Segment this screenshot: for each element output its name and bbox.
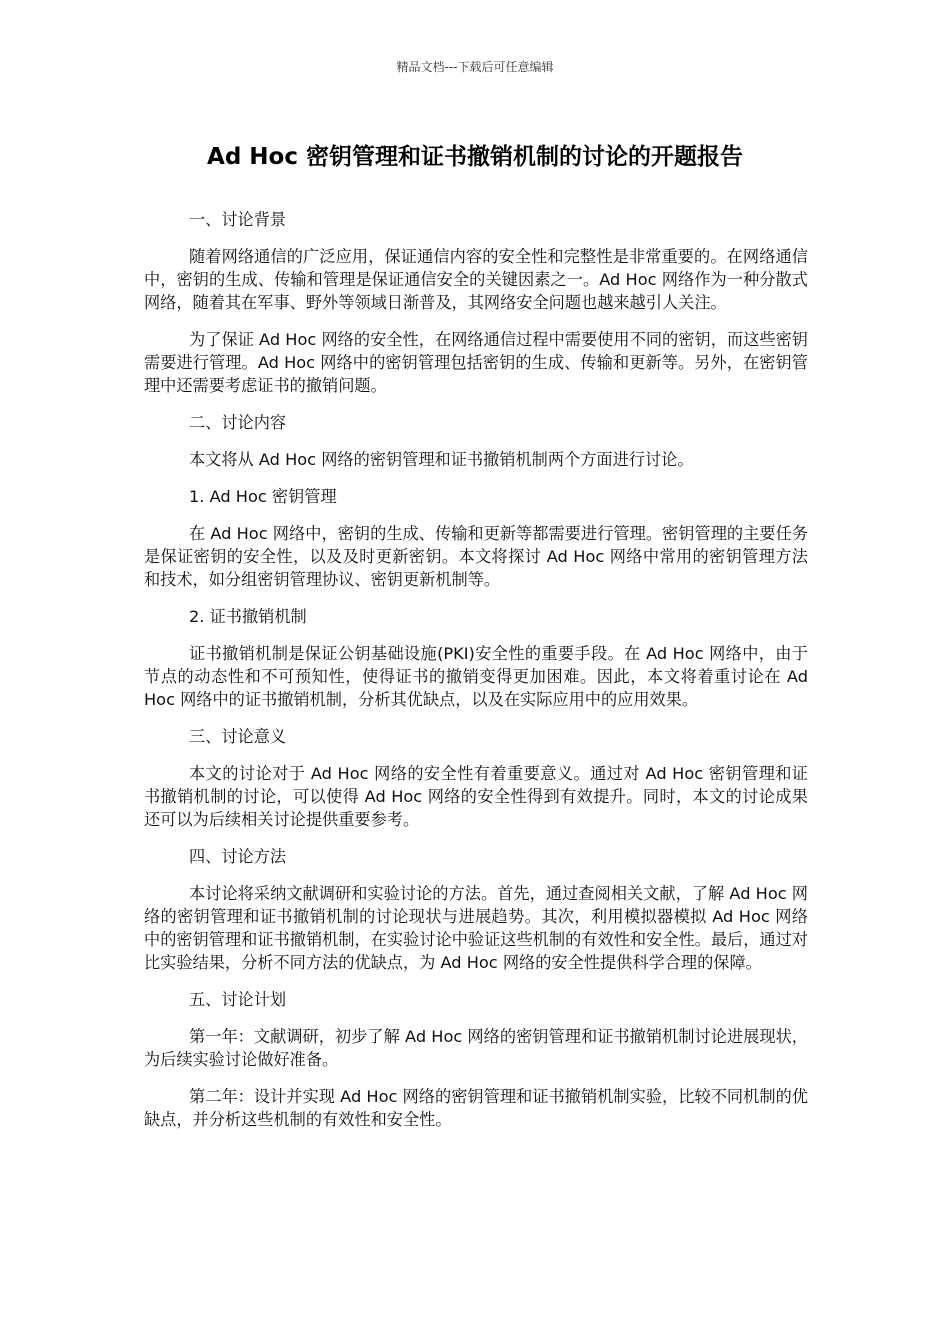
header-note: 精品文档---下载后可任意编辑 bbox=[396, 60, 554, 74]
paragraph-key-management: 在 Ad Hoc 网络中，密钥的生成、传输和更新等都需要进行管理。密钥管理的主要任务是保证密钥的安全性，以及及时更新密钥。本文将探讨 Ad Hoc 网络中常用的密钥管理方法和技术，如分组密钥管理协议、密钥更新机制等。 bbox=[144, 524, 808, 589]
paragraph-plan-year-2: 第二年：设计并实现 Ad Hoc 网络的密钥管理和证书撤销机制实验，比较不同机制的优缺点，并分析这些机制的有效性和安全性。 bbox=[144, 1087, 808, 1129]
paragraph-method: 本讨论将采纳文献调研和实验讨论的方法。首先，通过查阅相关文献，了解 Ad Hoc 网络的密钥管理和证书撤销机制的讨论现状与进展趋势。其次，利用模拟器模拟 Ad Hoc 网络中的密钥管理和证书撤销机制，在实验讨论中验证这些机制的有效性和安全性。最后，通过对比实验结果，分析不同方法的优缺点，为 Ad Hoc 网络的安全性提供科学合理的保障。 bbox=[144, 884, 808, 972]
paragraph-background-2: 为了保证 Ad Hoc 网络的安全性，在网络通信过程中需要使用不同的密钥，而这些密钥需要进行管理。Ad Hoc 网络中的密钥管理包括密钥的生成、传输和更新等。另外，在密钥管理中还需要考虑证书的撤销问题。 bbox=[144, 330, 808, 395]
section-heading-content: 二、讨论内容 bbox=[189, 413, 287, 432]
paragraph-content-intro: 本文将从 Ad Hoc 网络的密钥管理和证书撤销机制两个方面进行讨论。 bbox=[189, 450, 694, 469]
section-heading-method: 四、讨论方法 bbox=[189, 847, 287, 866]
section-heading-plan: 五、讨论计划 bbox=[189, 990, 287, 1009]
paragraph-certificate-revocation: 证书撤销机制是保证公钥基础设施(PKI)安全性的重要手段。在 Ad Hoc 网络中，由于节点的动态性和不可预知性，使得证书的撤销变得更加困难。因此，本文将着重讨论在 Ad Hoc 网络中的证书撤销机制，分析其优缺点，以及在实际应用中的应用效果。 bbox=[144, 644, 808, 709]
section-heading-significance: 三、讨论意义 bbox=[189, 727, 287, 746]
paragraph-background-1: 随着网络通信的广泛应用，保证通信内容的安全性和完整性是非常重要的。在网络通信中，密钥的生成、传输和管理是保证通信安全的关键因素之一。Ad Hoc 网络作为一种分散式网络，随着其在军事、野外等领域日渐普及，其网络安全问题也越来越引人关注。 bbox=[144, 247, 808, 312]
paragraph-plan-year-1: 第一年：文献调研，初步了解 Ad Hoc 网络的密钥管理和证书撤销机制讨论进展现状，为后续实验讨论做好准备。 bbox=[144, 1027, 808, 1069]
document-title: Ad Hoc 密钥管理和证书撤销机制的讨论的开题报告 bbox=[207, 144, 743, 170]
paragraph-significance: 本文的讨论对于 Ad Hoc 网络的安全性有着重要意义。通过对 Ad Hoc 密钥管理和证书撤销机制的讨论，可以使得 Ad Hoc 网络的安全性得到有效提升。同时，本文的讨论成果还可以为后续相关讨论提供重要参考。 bbox=[144, 764, 808, 829]
subheading-certificate-revocation: 2. 证书撤销机制 bbox=[189, 607, 307, 626]
subheading-key-management: 1. Ad Hoc 密钥管理 bbox=[189, 487, 337, 506]
document-body bbox=[144, 208, 808, 1145]
section-heading-background: 一、讨论背景 bbox=[189, 210, 287, 229]
